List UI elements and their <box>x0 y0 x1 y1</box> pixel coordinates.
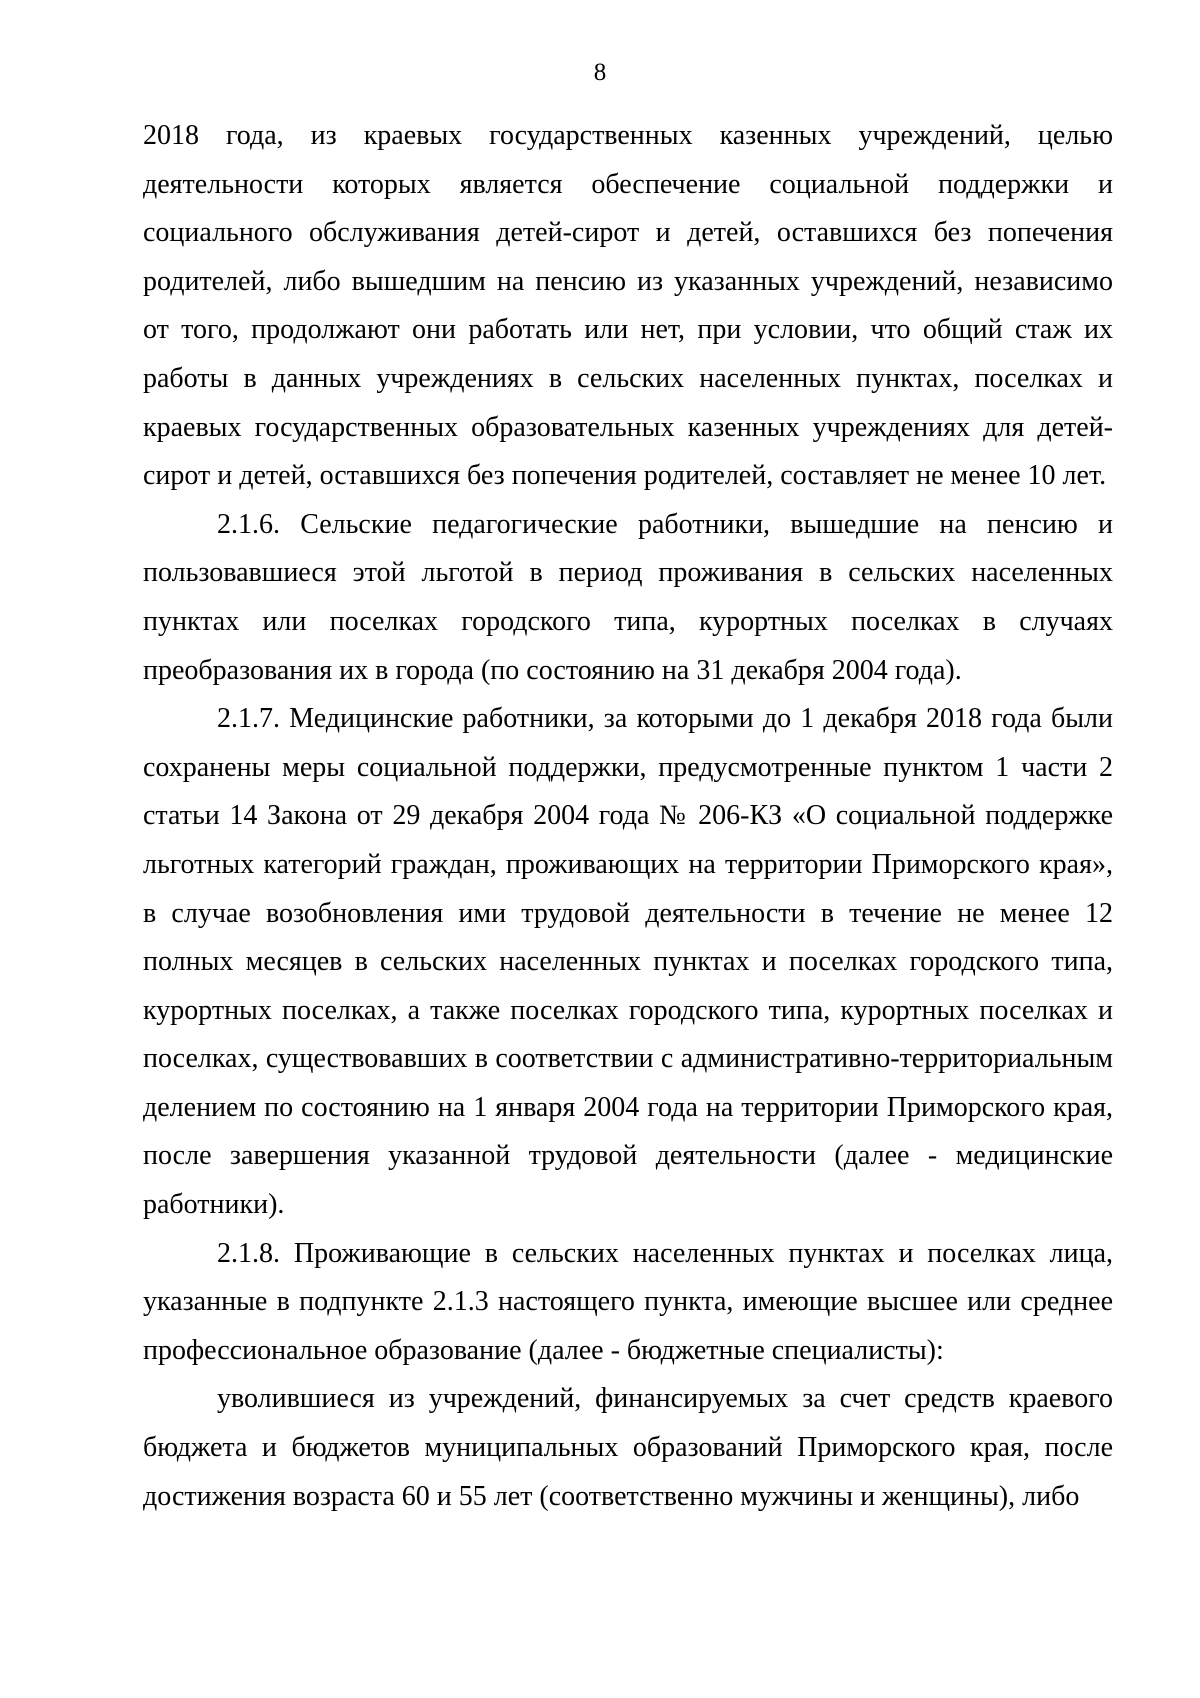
paragraph-2-1-7: 2.1.7. Медицинские работники, за которыми до 1 декабря 2018 года были сохранены меры социальной поддержки, предусмотренные пунктом 1 части 2 статьи 14 Закона от 29 декабря 2004 года № 206-КЗ «О социальной поддержке льготных категорий граждан, проживающих на территории Приморского края», в случае возобновления ими трудовой деятельности в течение не менее 12 полных месяцев в сельских населенных пунктах и поселках городского типа, курортных поселках, а также поселках городского типа, курортных поселках и поселках, существовавших в соответствии с административно-территориальным делением по состоянию на 1 января 2004 года на территории Приморского края, после завершения указанной трудовой деятельности (далее - медицинские работники). <box>143 703 1113 1221</box>
paragraph-continuation: 2018 года, из краевых государственных казенных учреждений, целью деятельности которых является обеспечение социальной поддержки и социального обслуживания детей-сирот и детей, оставшихся без попечения родителей, либо вышедшим на пенсию из указанных учреждений, независимо от того, продолжают они работать или нет, при условии, что общий стаж их работы в данных учреждениях в сельских населенных пунктах, поселках и краевых государственных образовательных казенных учреждениях для детей-сирот и детей, оставшихся без попечения родителей, составляет не менее 10 лет. <box>143 120 1113 492</box>
paragraph-retired-specialists: уволившиеся из учреждений, финансируемых за счет средств краевого бюджета и бюджетов муниципальных образований Приморского края, после достижения возраста 60 и 55 лет (соответственно мужчины и женщины), либо <box>143 1383 1113 1512</box>
page-number: 8 <box>593 59 607 86</box>
paragraph-2-1-6: 2.1.6. Сельские педагогические работники, вышедшие на пенсию и пользовавшиеся этой льготой в период проживания в сельских населенных пунктах или поселках городского типа, курортных поселках в случаях преобразования их в города (по состоянию на 31 декабря 2004 года). <box>143 508 1113 686</box>
paragraph-2-1-8: 2.1.8. Проживающие в сельских населенных пунктах и поселках лица, указанные в подпункте 2.1.3 настоящего пункта, имеющие высшее или среднее профессиональное образование (далее - бюджетные специалисты): <box>143 1237 1113 1366</box>
document-body <box>143 112 1113 1521</box>
